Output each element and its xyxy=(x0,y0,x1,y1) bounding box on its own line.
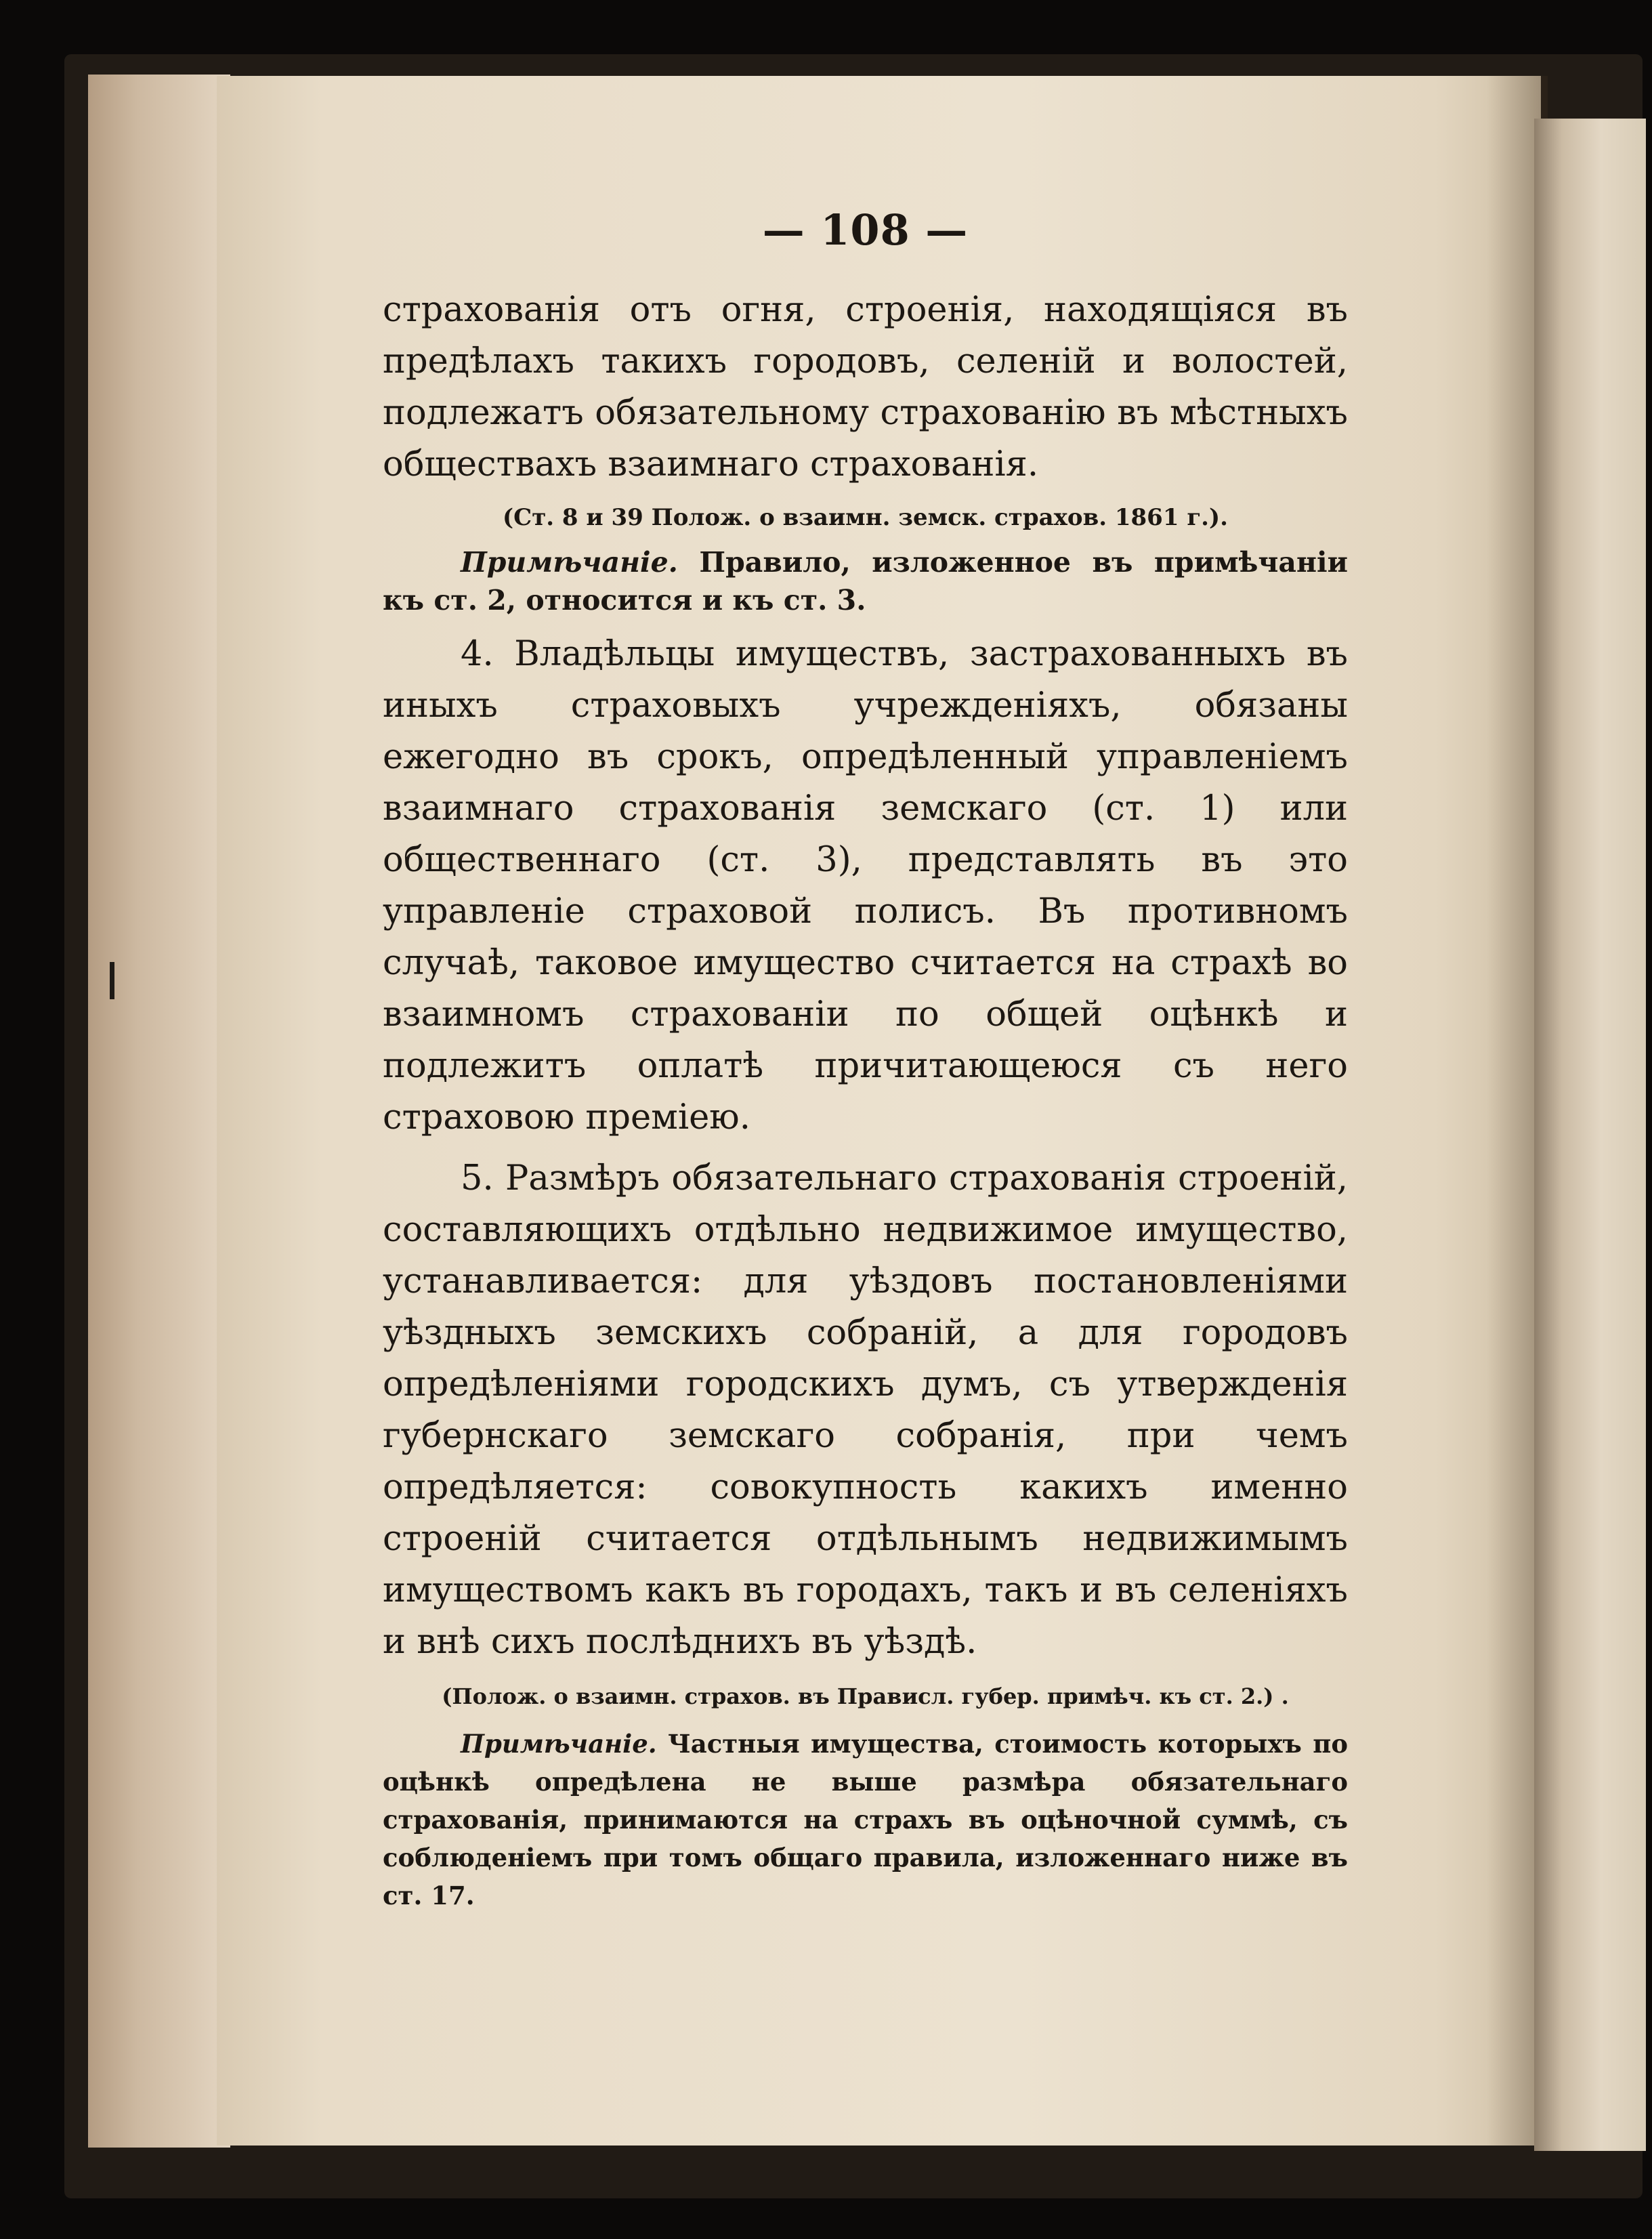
paragraph-4 xyxy=(383,629,1348,1144)
source-citation-1: (Ст. 8 и 39 Полож. о взаимн. земск. страхов. 1861 г.). xyxy=(503,504,1228,531)
facing-page-edge xyxy=(1534,119,1646,2151)
opening-paragraph: страхованія отъ огня, строенія, находящіяся въ предѣлахъ такихъ городовъ, селеній и волостей, подлежатъ обязательному страхованію въ мѣстныхъ обществахъ взаимнаго страхованія. xyxy=(383,290,1348,484)
left-page-edges xyxy=(88,75,230,2148)
source-citation-2: (Полож. о взаимн. страхов. въ Прависл. губер. примѣч. къ ст. 2.) . xyxy=(442,1683,1289,1709)
note-2-text: Частныя имущества, стоимость которыхъ по оцѣнкѣ опредѣлена не выше размѣра обязательнаго страхованія, принимаются на страхъ въ оцѣночной суммѣ, съ соблюденіемъ при томъ общаго правила, изложеннаго ниже въ ст. 17. xyxy=(383,1729,1348,1910)
paragraph-4-number: 4. xyxy=(461,634,494,674)
paragraph-5 xyxy=(383,1153,1348,1668)
note-1 xyxy=(383,543,1348,619)
note-2 xyxy=(383,1725,1348,1914)
note-1-label: Примѣчаніе. xyxy=(461,546,678,579)
page-text xyxy=(383,203,1348,1914)
paragraph-5-text: Размѣръ обязательнаго страхованія строеній, составляющихъ отдѣльно недвижимое имущество, устанавливается: для уѣздовъ постановленіями уѣздныхъ земскихъ собраній, а для городовъ опредѣленіями городскихъ думъ, съ утвержденія губернскаго земскаго собранія, при чемъ опредѣляется: совокупность какихъ именно строеній считается отдѣльнымъ недвижимымъ имуществомъ какъ въ городахъ, такъ и въ селеніяхъ и внѣ сихъ послѣднихъ въ уѣздѣ. xyxy=(383,1158,1348,1662)
margin-mark xyxy=(110,962,114,999)
note-1-text: Правило, изложенное въ примѣчаніи къ ст. 2, относится и къ ст. 3. xyxy=(383,546,1348,616)
paragraph-5-number: 5. xyxy=(461,1158,494,1198)
note-2-label: Примѣчаніе. xyxy=(461,1729,657,1759)
page-number: — 108 — xyxy=(762,205,969,255)
paragraph-4-text: Владѣльцы имуществъ, застрахованныхъ въ иныхъ страховыхъ учрежденіяхъ, обязаны ежегодно въ срокъ, опредѣленный управленіемъ взаимнаго страхованія земскаго (ст. 1) или общественнаго (ст. 3), представлять въ это управленіе страховой полисъ. Въ противномъ случаѣ, таковое имущество считается на страхѣ во взаимномъ страхованіи по общей оцѣнкѣ и подлежитъ оплатѣ причитающеюся съ него страховою преміею. xyxy=(383,634,1348,1137)
